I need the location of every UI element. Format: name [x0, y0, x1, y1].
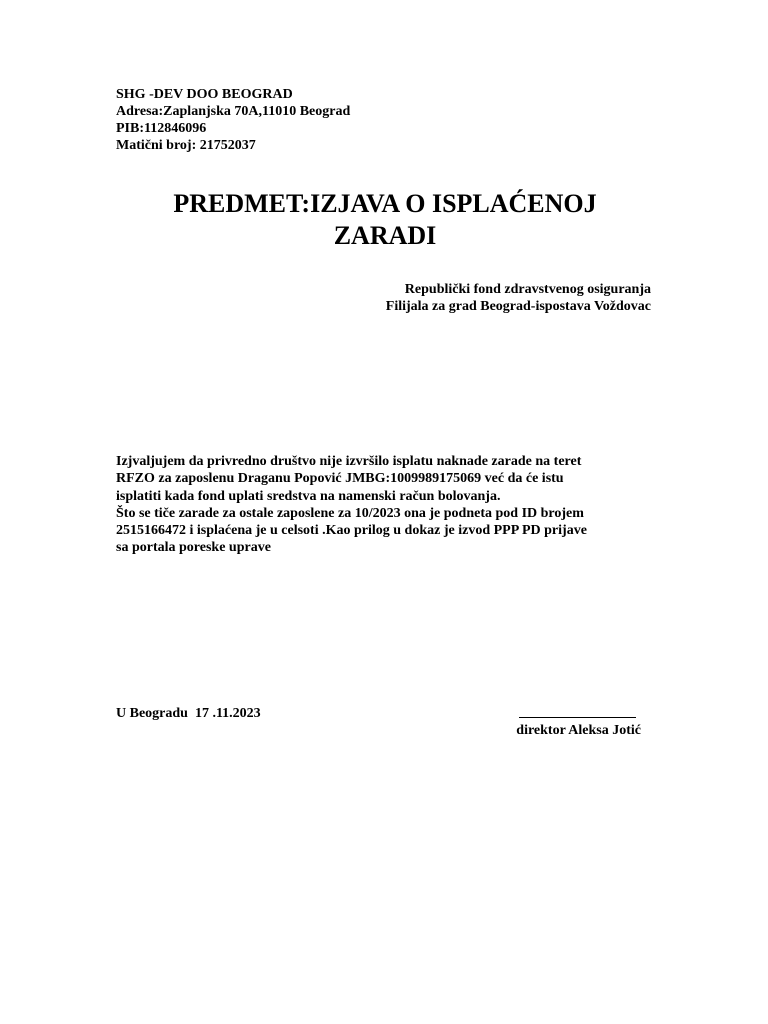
company-pib: PIB:112846096 [116, 121, 207, 136]
signature-line [519, 717, 636, 718]
recipient-block [386, 281, 651, 315]
recipient-line-1: Republički fond zdravstvenog osiguranja [404, 282, 651, 297]
subject-line-2: ZARADI [333, 221, 437, 250]
body-line: RFZO za zaposlenu Draganu Popović JMBG:1009989175069 već da će istu [116, 471, 564, 487]
body-line: isplatiti kada fond uplati sredstva na namenski račun bolovanja. [116, 488, 501, 504]
company-name: SHG -DEV DOO BEOGRAD [116, 87, 293, 102]
place-and-date: U Beogradu 17 .11.2023 [116, 706, 261, 721]
statement-body [116, 453, 656, 557]
company-registration-number: Matični broj: 21752037 [116, 138, 256, 153]
recipient-line-2: Filijala za grad Beograd-ispostava Voždovac [385, 299, 651, 314]
subject-line-1: PREDMET:IZJAVA O ISPLAĆENOJ [173, 189, 597, 218]
body-line: Izjvaljujem da privredno društvo nije izvršilo isplatu naknade zarade na teret [116, 454, 582, 469]
document-subject [120, 188, 650, 252]
body-line: 2515166472 i isplaćena je u celsoti .Kao prilog u dokaz je izvod PPP PD prijave [116, 523, 587, 539]
body-line: sa portala poreske uprave [116, 540, 271, 556]
signatory-name: direktor Aleksa Jotić [516, 723, 641, 738]
body-line: Što se tiče zarade za ostale zaposlene za 10/2023 ona je podneta pod ID brojem [116, 505, 584, 521]
company-header [116, 86, 350, 154]
company-address: Adresa:Zaplanjska 70A,11010 Beograd [116, 104, 351, 119]
